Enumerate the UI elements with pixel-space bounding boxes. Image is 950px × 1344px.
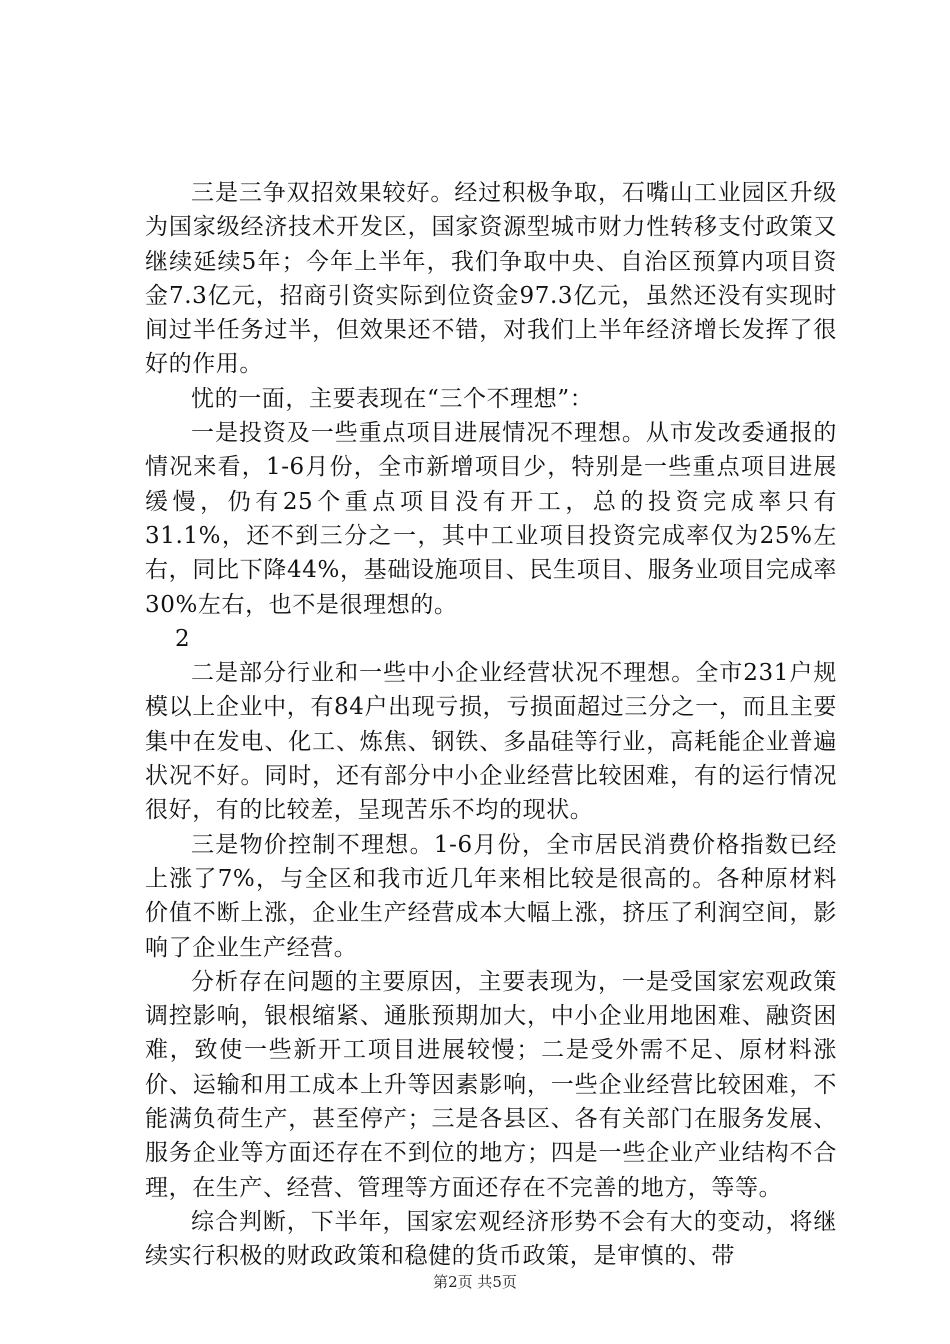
paragraph-price-issue: 三是物价控制不理想。1-6月份，全市居民消费价格指数已经上涨了7%，与全区和我市近几年来相比较是很高的。各种原材料价值不断上涨，企业生产经营成本大幅上涨，挤压了利润空间，影响了企业生产经营。 (145, 831, 837, 961)
inline-page-number: 2 (175, 625, 191, 652)
paragraph-overall-judgment: 综合判断，下半年，国家宏观经济形势不会有大的变动，将继续实行积极的财政政策和稳健的货币政策，是审慎的、带 (145, 1208, 837, 1270)
page-footer: 第2页 共5页 (433, 1273, 517, 1291)
paragraph-concerns-intro: 忧的一面，主要表现在“三个不理想”： (191, 385, 594, 412)
paragraph-three-achievements: 三是三争双招效果较好。经过积极争取，石嘴山工业园区升级为国家级经济技术开发区，国家资源型城市财力性转移支付政策又继续延续5年；今年上半年，我们争取中央、自治区预算内项目资金7.3亿元，招商引资实际到位资金97.3亿元，虽然还没有实现时间过半任务过半，但效果还不错，对我们上半年经济增长发挥了很好的作用。 (145, 180, 837, 378)
body-text (145, 176, 837, 1274)
paragraph-investment-issue: 一是投资及一些重点项目进展情况不理想。从市发改委通报的情况来看，1-6月份，全市新增项目少，特别是一些重点项目进展缓慢，仍有25个重点项目没有开工，总的投资完成率只有31.1%，还不到三分之一，其中工业项目投资完成率仅为25%左右，同比下降44%，基础设施项目、民生项目、服务业项目完成率30%左右，也不是很理想的。 (145, 420, 837, 618)
paragraph-enterprise-issue: 二是部分行业和一些中小企业经营状况不理想。全市231户规模以上企业中，有84户出现亏损，亏损面超过三分之一，而且主要集中在发电、化工、炼焦、钢铁、多晶硅等行业，高耗能企业普遍状况不好。同时，还有部分中小企业经营比较困难，有的运行情况很好，有的比较差，呈现苦乐不均的现状。 (145, 660, 837, 824)
paragraph-cause-analysis: 分析存在问题的主要原因，主要表现为，一是受国家宏观政策调控影响，银根缩紧、通胀预期加大，中小企业用地困难、融资困难，致使一些新开工项目进展较慢；二是受外需不足、原材料涨价、运输和用工成本上升等因素影响，一些企业经营比较困难，不能满负荷生产，甚至停产；三是各县区、各有关部门在服务发展、服务企业等方面还存在不到位的地方；四是一些企业产业结构不合理，在生产、经营、管理等方面还存在不完善的地方，等等。 (145, 968, 837, 1201)
